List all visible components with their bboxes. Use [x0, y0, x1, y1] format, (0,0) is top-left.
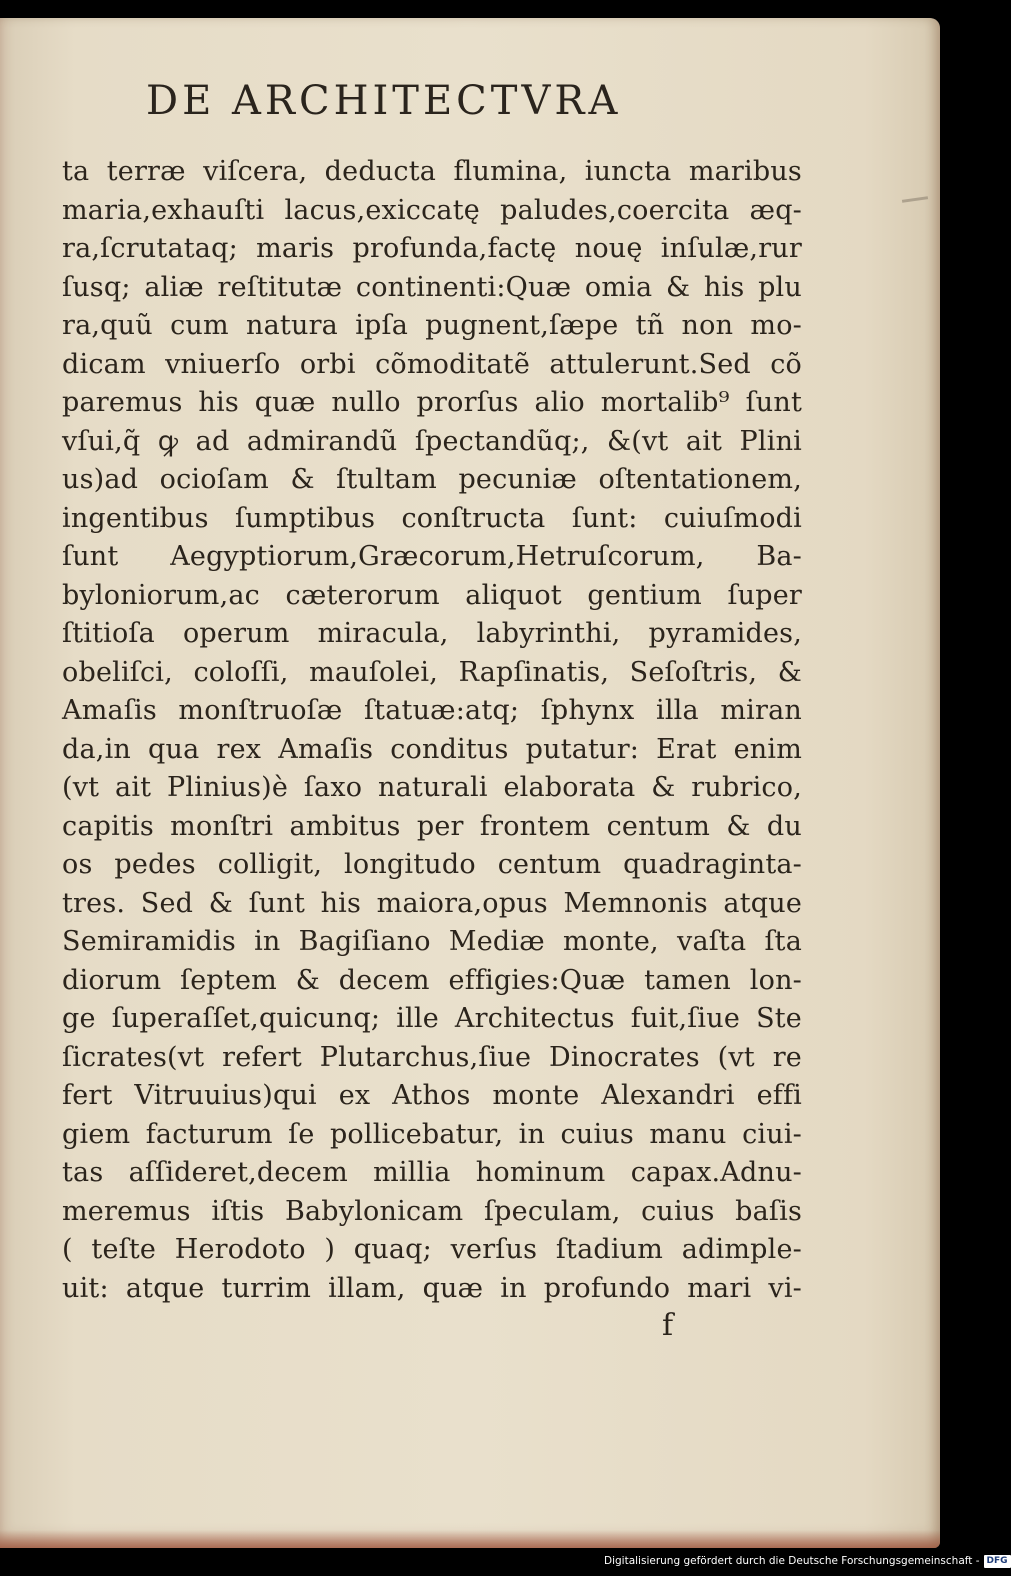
- text-line: diorum ſeptem & decem effigies:Quæ tamen lon-: [62, 964, 802, 996]
- text-line: ſusq; aliæ reſtitutæ continenti:Quæ omia & his plu: [62, 271, 802, 303]
- text-line: capitis monſtri ambitus per frontem centum & du: [62, 810, 802, 842]
- text-line: vſui,q̃ ꝙ ad admirandũ ſpectandũq;, &(vt ait Plini: [62, 425, 802, 457]
- text-line: ge ſuperaſſet,quicunq; ille Architectus fuit,ſiue Ste: [62, 1003, 802, 1034]
- text-line: maria,exhauſti lacus,exiccatę paludes,coercita æq-: [62, 194, 802, 226]
- text-line: byloniorum,ac cæterorum aliquot gentium ſuper: [62, 579, 802, 611]
- text-line: fert Vitruuius)qui ex Athos monte Alexandri effi: [62, 1080, 802, 1111]
- text-line: Amaſis monſtruoſæ ſtatuæ:atq; ſphynx illa miran: [62, 695, 802, 726]
- text-line: ta terræ viſcera, deducta flumina, iuncta maribus: [62, 156, 802, 187]
- text-line: ( teſte Herodoto ) quaq; verſus ſtadium adimple-: [62, 1234, 802, 1265]
- book-page: [0, 18, 940, 1548]
- text-line: obeliſci, coloſſi, mauſolei, Rapſinatis, Seſoſtris, &: [62, 656, 802, 688]
- digitization-credit: [604, 1553, 1008, 1569]
- text-line: uit: atque turrim illam, quæ in profundo mari vi-: [62, 1272, 802, 1304]
- text-line: ſunt Aegyptiorum,Græcorum,Hetruſcorum, Ba-: [62, 541, 802, 572]
- body-text: [62, 153, 802, 1308]
- text-line: os pedes colligit, longitudo centum quadraginta-: [62, 849, 802, 880]
- text-line: da,in qua rex Amaſis conditus putatur: Erat enim: [62, 733, 802, 765]
- text-line: paremus his quæ nullo prorſus alio mortalib⁹ ſunt: [62, 387, 802, 418]
- text-line: dicam vniuerſo orbi cõmoditatẽ attulerunt.Sed cõ: [62, 348, 802, 380]
- dfg-logo: DFG: [984, 1555, 1011, 1568]
- text-line: giem facturum ſe pollicebatur, in cuius manu ciui-: [62, 1118, 802, 1150]
- text-line: ra,ſcrutataq; maris profunda,factę nouę inſulæ,rur: [62, 233, 802, 264]
- text-line: (vt ait Plinius)è ſaxo naturali elaborata & rubrico,: [62, 772, 802, 803]
- text-line: ra,quũ cum natura ipſa pugnent,ſæpe tñ non mo-: [62, 310, 802, 341]
- text-line: ſtitioſa operum miracula, labyrinthi, pyramides,: [62, 618, 802, 649]
- credit-text: Digitalisierung gefördert durch die Deutsche Forschungsgemeinschaft -: [604, 1555, 980, 1567]
- text-line: tres. Sed & ſunt his maiora,opus Memnonis atque: [62, 887, 802, 919]
- margin-mark: [902, 196, 928, 203]
- text-line: Semiramidis in Bagiſiano Mediæ monte, vaſta ſta: [62, 926, 802, 957]
- text-line: meremus iſtis Babylonicam ſpeculam, cuius baſis: [62, 1195, 802, 1227]
- text-line: ingentibus ſumptibus conſtructa ſunt: cuiuſmodi: [62, 502, 802, 534]
- running-head: DE ARCHITECTVRA: [146, 78, 622, 124]
- text-line: tas aſſideret,decem millia hominum capax.Adnu-: [62, 1157, 802, 1188]
- catchword: f: [662, 1308, 674, 1343]
- text-line: ſicrates(vt refert Plutarchus,ſiue Dinocrates (vt re: [62, 1041, 802, 1073]
- text-line: us)ad ocioſam & ſtultam pecuniæ oſtentationem,: [62, 464, 802, 495]
